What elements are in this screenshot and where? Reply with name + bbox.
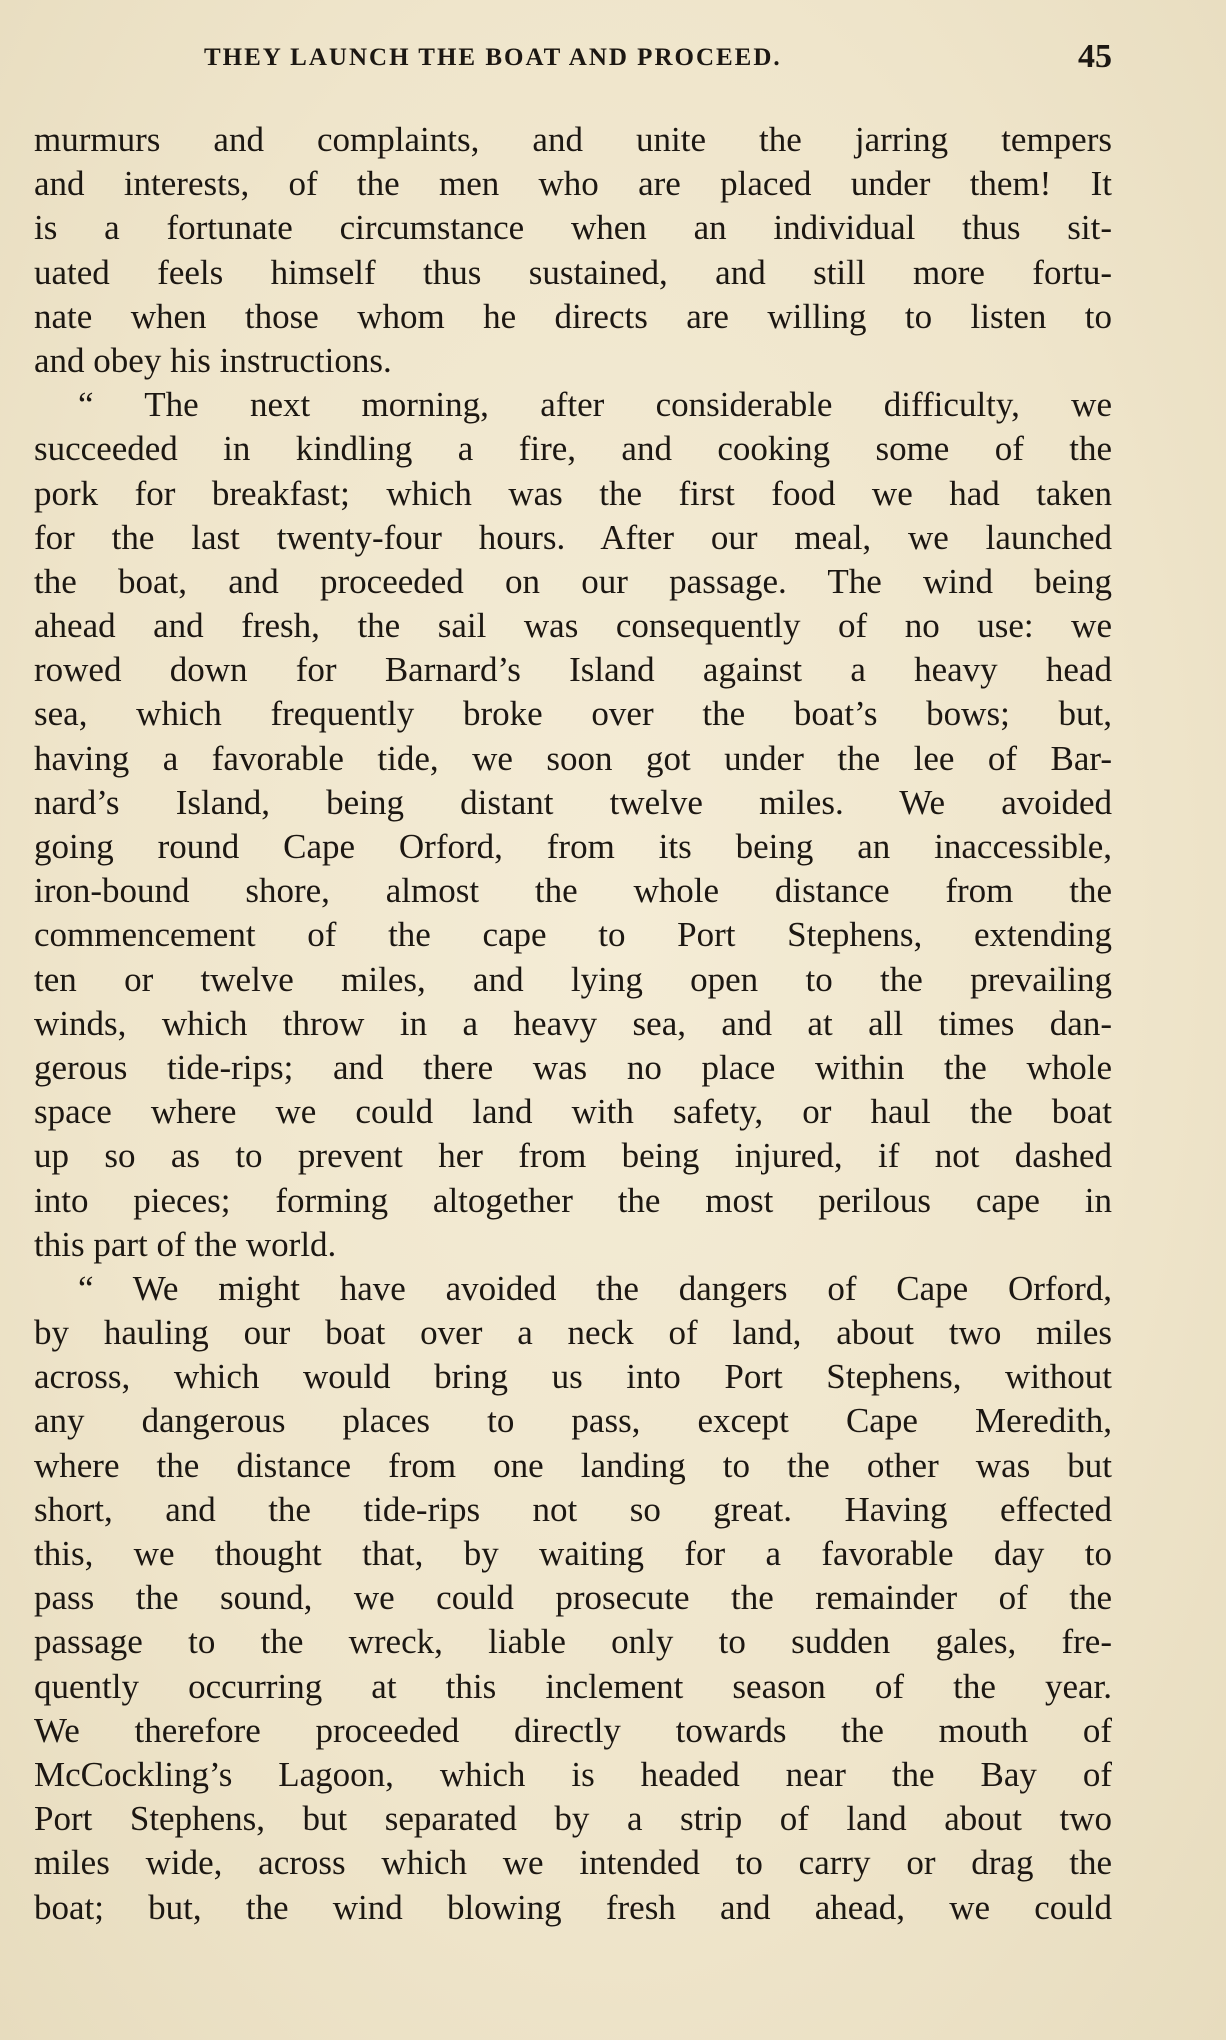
text-line: pork for breakfast; which was the first food we had taken <box>34 473 1112 513</box>
text-line: passage to the wreck, liable only to sudden gales, fre- <box>34 1622 1112 1662</box>
text-line: for the last twenty-four hours. After our meal, we launched <box>34 517 1112 557</box>
text-line: short, and the tide-rips not so great. Having effected <box>34 1489 1112 1529</box>
text-line: miles wide, across which we intended to carry or drag the <box>34 1843 1112 1883</box>
text-line: boat; but, the wind blowing fresh and ahead, we could <box>34 1887 1112 1927</box>
paragraph-start-line: “ We might have avoided the dangers of Cape Orford, <box>78 1268 1112 1308</box>
text-line: We therefore proceeded directly towards the mouth of <box>34 1710 1112 1750</box>
text-line: Port Stephens, but separated by a strip of land about two <box>34 1799 1112 1839</box>
text-line: pass the sound, we could prosecute the remainder of the <box>34 1578 1112 1618</box>
text-line: uated feels himself thus sustained, and still more fortu- <box>34 252 1112 292</box>
text-line: murmurs and complaints, and unite the jarring tempers <box>34 120 1112 159</box>
text-line: nard’s Island, being distant twelve miles. We avoided <box>34 782 1112 822</box>
text-line: iron-bound shore, almost the whole distance from the <box>34 871 1112 911</box>
text-line: is a fortunate circumstance when an individual thus sit- <box>34 208 1112 248</box>
text-line: and interests, of the men who are placed under them! It <box>34 164 1112 204</box>
text-line: this, we thought that, by waiting for a favorable day to <box>34 1534 1112 1573</box>
paragraph-start-line: “ The next morning, after considerable difficulty, we <box>78 385 1112 425</box>
text-line: into pieces; forming altogether the most perilous cape in <box>34 1180 1112 1220</box>
text-line: having a favorable tide, we soon got under the lee of Bar- <box>34 738 1112 778</box>
body-text <box>34 118 1112 1930</box>
text-line: ten or twelve miles, and lying open to the prevailing <box>34 959 1112 999</box>
text-line: succeeded in kindling a fire, and cooking some of the <box>34 429 1112 469</box>
running-title: THEY LAUNCH THE BOAT AND PROCEED. <box>204 44 782 71</box>
running-header <box>34 38 1112 84</box>
text-line: by hauling our boat over a neck of land, about two miles <box>34 1313 1112 1353</box>
text-line: this part of the world. <box>34 1224 337 1264</box>
text-line: any dangerous places to pass, except Cape Meredith, <box>34 1401 1112 1441</box>
text-line: commencement of the cape to Port Stephens, extending <box>34 915 1112 955</box>
text-line: space where we could land with safety, or haul the boat <box>34 1092 1112 1132</box>
text-line: quently occurring at this inclement season of the year. <box>34 1666 1112 1706</box>
text-line: ahead and fresh, the sail was consequently of no use: we <box>34 606 1112 646</box>
text-line: going round Cape Orford, from its being an inaccessible, <box>34 827 1112 866</box>
page-number: 45 <box>1078 38 1112 75</box>
text-line: rowed down for Barnard’s Island against a heavy head <box>34 650 1112 690</box>
text-line: where the distance from one landing to the other was but <box>34 1445 1112 1485</box>
text-line: nate when those whom he directs are willing to listen to <box>34 296 1112 336</box>
text-line: up so as to prevent her from being injured, if not dashed <box>34 1136 1112 1176</box>
text-line: across, which would bring us into Port Stephens, without <box>34 1357 1112 1397</box>
text-line: gerous tide-rips; and there was no place within the whole <box>34 1047 1112 1087</box>
text-line: winds, which throw in a heavy sea, and at all times dan- <box>34 1003 1112 1043</box>
text-line: the boat, and proceeded on our passage. The wind being <box>34 561 1112 601</box>
text-line: sea, which frequently broke over the boat’s bows; but, <box>34 694 1112 734</box>
text-line: McCockling’s Lagoon, which is headed near the Bay of <box>34 1754 1112 1794</box>
text-line: and obey his instructions. <box>34 340 392 380</box>
